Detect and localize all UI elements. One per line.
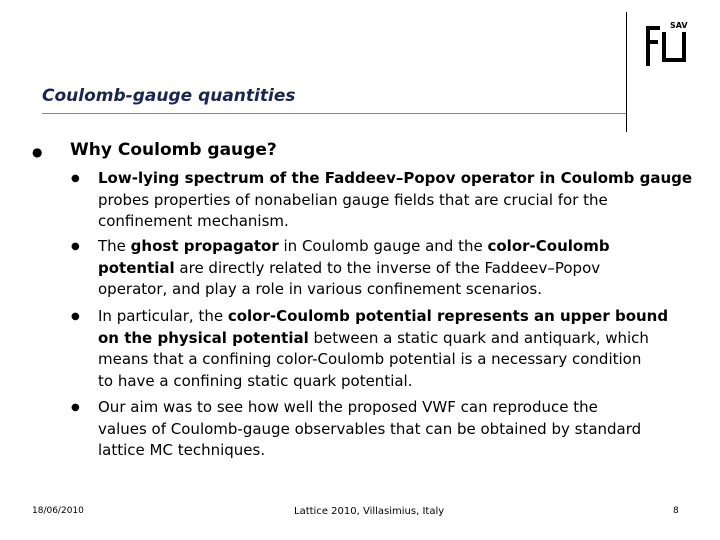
bullet-item-line	[98, 440, 718, 462]
bold-text: color-Coulomb potential represents an upper bound	[227, 307, 669, 325]
bullet-item-line	[98, 306, 718, 328]
text-segment: operator, and play a role in various confinement scenarios.	[98, 280, 543, 298]
bullet-icon: ●	[71, 402, 80, 413]
bullet-icon: ●	[71, 173, 80, 184]
bullet-item	[71, 306, 718, 392]
bullet-icon: ●	[32, 145, 43, 159]
text-segment: lattice MC techniques.	[98, 441, 266, 459]
text-segment: in Coulomb gauge and the	[278, 237, 488, 255]
bold-text: Low-lying spectrum of the Faddeev–Popov operator in Coulomb gauge	[98, 169, 693, 187]
bullet-icon: ●	[71, 311, 80, 322]
footer-date: 18/06/2010	[32, 506, 84, 516]
text-segment: to have a confining static quark potential.	[98, 371, 413, 390]
bold-text: on the physical potential	[98, 328, 309, 347]
bullet-item-line	[98, 419, 718, 441]
slide-title: Coulomb-gauge quantities	[42, 86, 296, 106]
text-segment: are directly related to the inverse of the Faddeev–Popov	[174, 258, 601, 277]
bullet-item-line	[98, 279, 718, 301]
bold-text: potential	[98, 258, 175, 277]
sav-logo-icon	[644, 18, 696, 68]
text-segment: values of Coulomb-gauge observables that can be obtained by standard	[98, 419, 642, 438]
text-segment: means that a confining color-Coulomb potential is a necessary condition	[98, 350, 642, 368]
bullet-item	[71, 168, 718, 233]
bullet-item-line	[98, 328, 718, 350]
bullet-item-line	[98, 236, 718, 258]
logo-text: SAV	[670, 21, 688, 30]
text-segment: In particular, the	[98, 307, 228, 325]
bullet-item-line	[98, 349, 718, 371]
bold-text: color-Coulomb	[487, 237, 610, 255]
bullet-item	[71, 397, 718, 462]
bullet-item-line	[98, 168, 718, 190]
bullet-item-line	[98, 190, 718, 212]
bullet-item-line	[98, 211, 718, 233]
bullet-item-line	[98, 371, 718, 393]
divider-vertical	[626, 12, 627, 132]
bullet-icon: ●	[71, 241, 80, 252]
text-segment: The	[98, 237, 131, 255]
bullet-item-line	[98, 397, 718, 419]
text-segment: probes properties of nonabelian gauge fields that are crucial for the	[98, 190, 608, 209]
section-heading: Why Coulomb gauge?	[70, 140, 277, 160]
page-number: 8	[673, 506, 679, 516]
footer-event: Lattice 2010, Villasimius, Italy	[294, 506, 445, 517]
text-segment: confinement mechanism.	[98, 212, 289, 230]
bullet-item	[71, 236, 718, 301]
title-underline	[42, 113, 626, 114]
text-segment: between a static quark and antiquark, which	[308, 328, 649, 347]
bullet-item-line	[98, 258, 718, 280]
bold-text: ghost propagator	[130, 237, 279, 255]
text-segment: Our aim was to see how well the proposed VWF can reproduce the	[98, 398, 598, 416]
